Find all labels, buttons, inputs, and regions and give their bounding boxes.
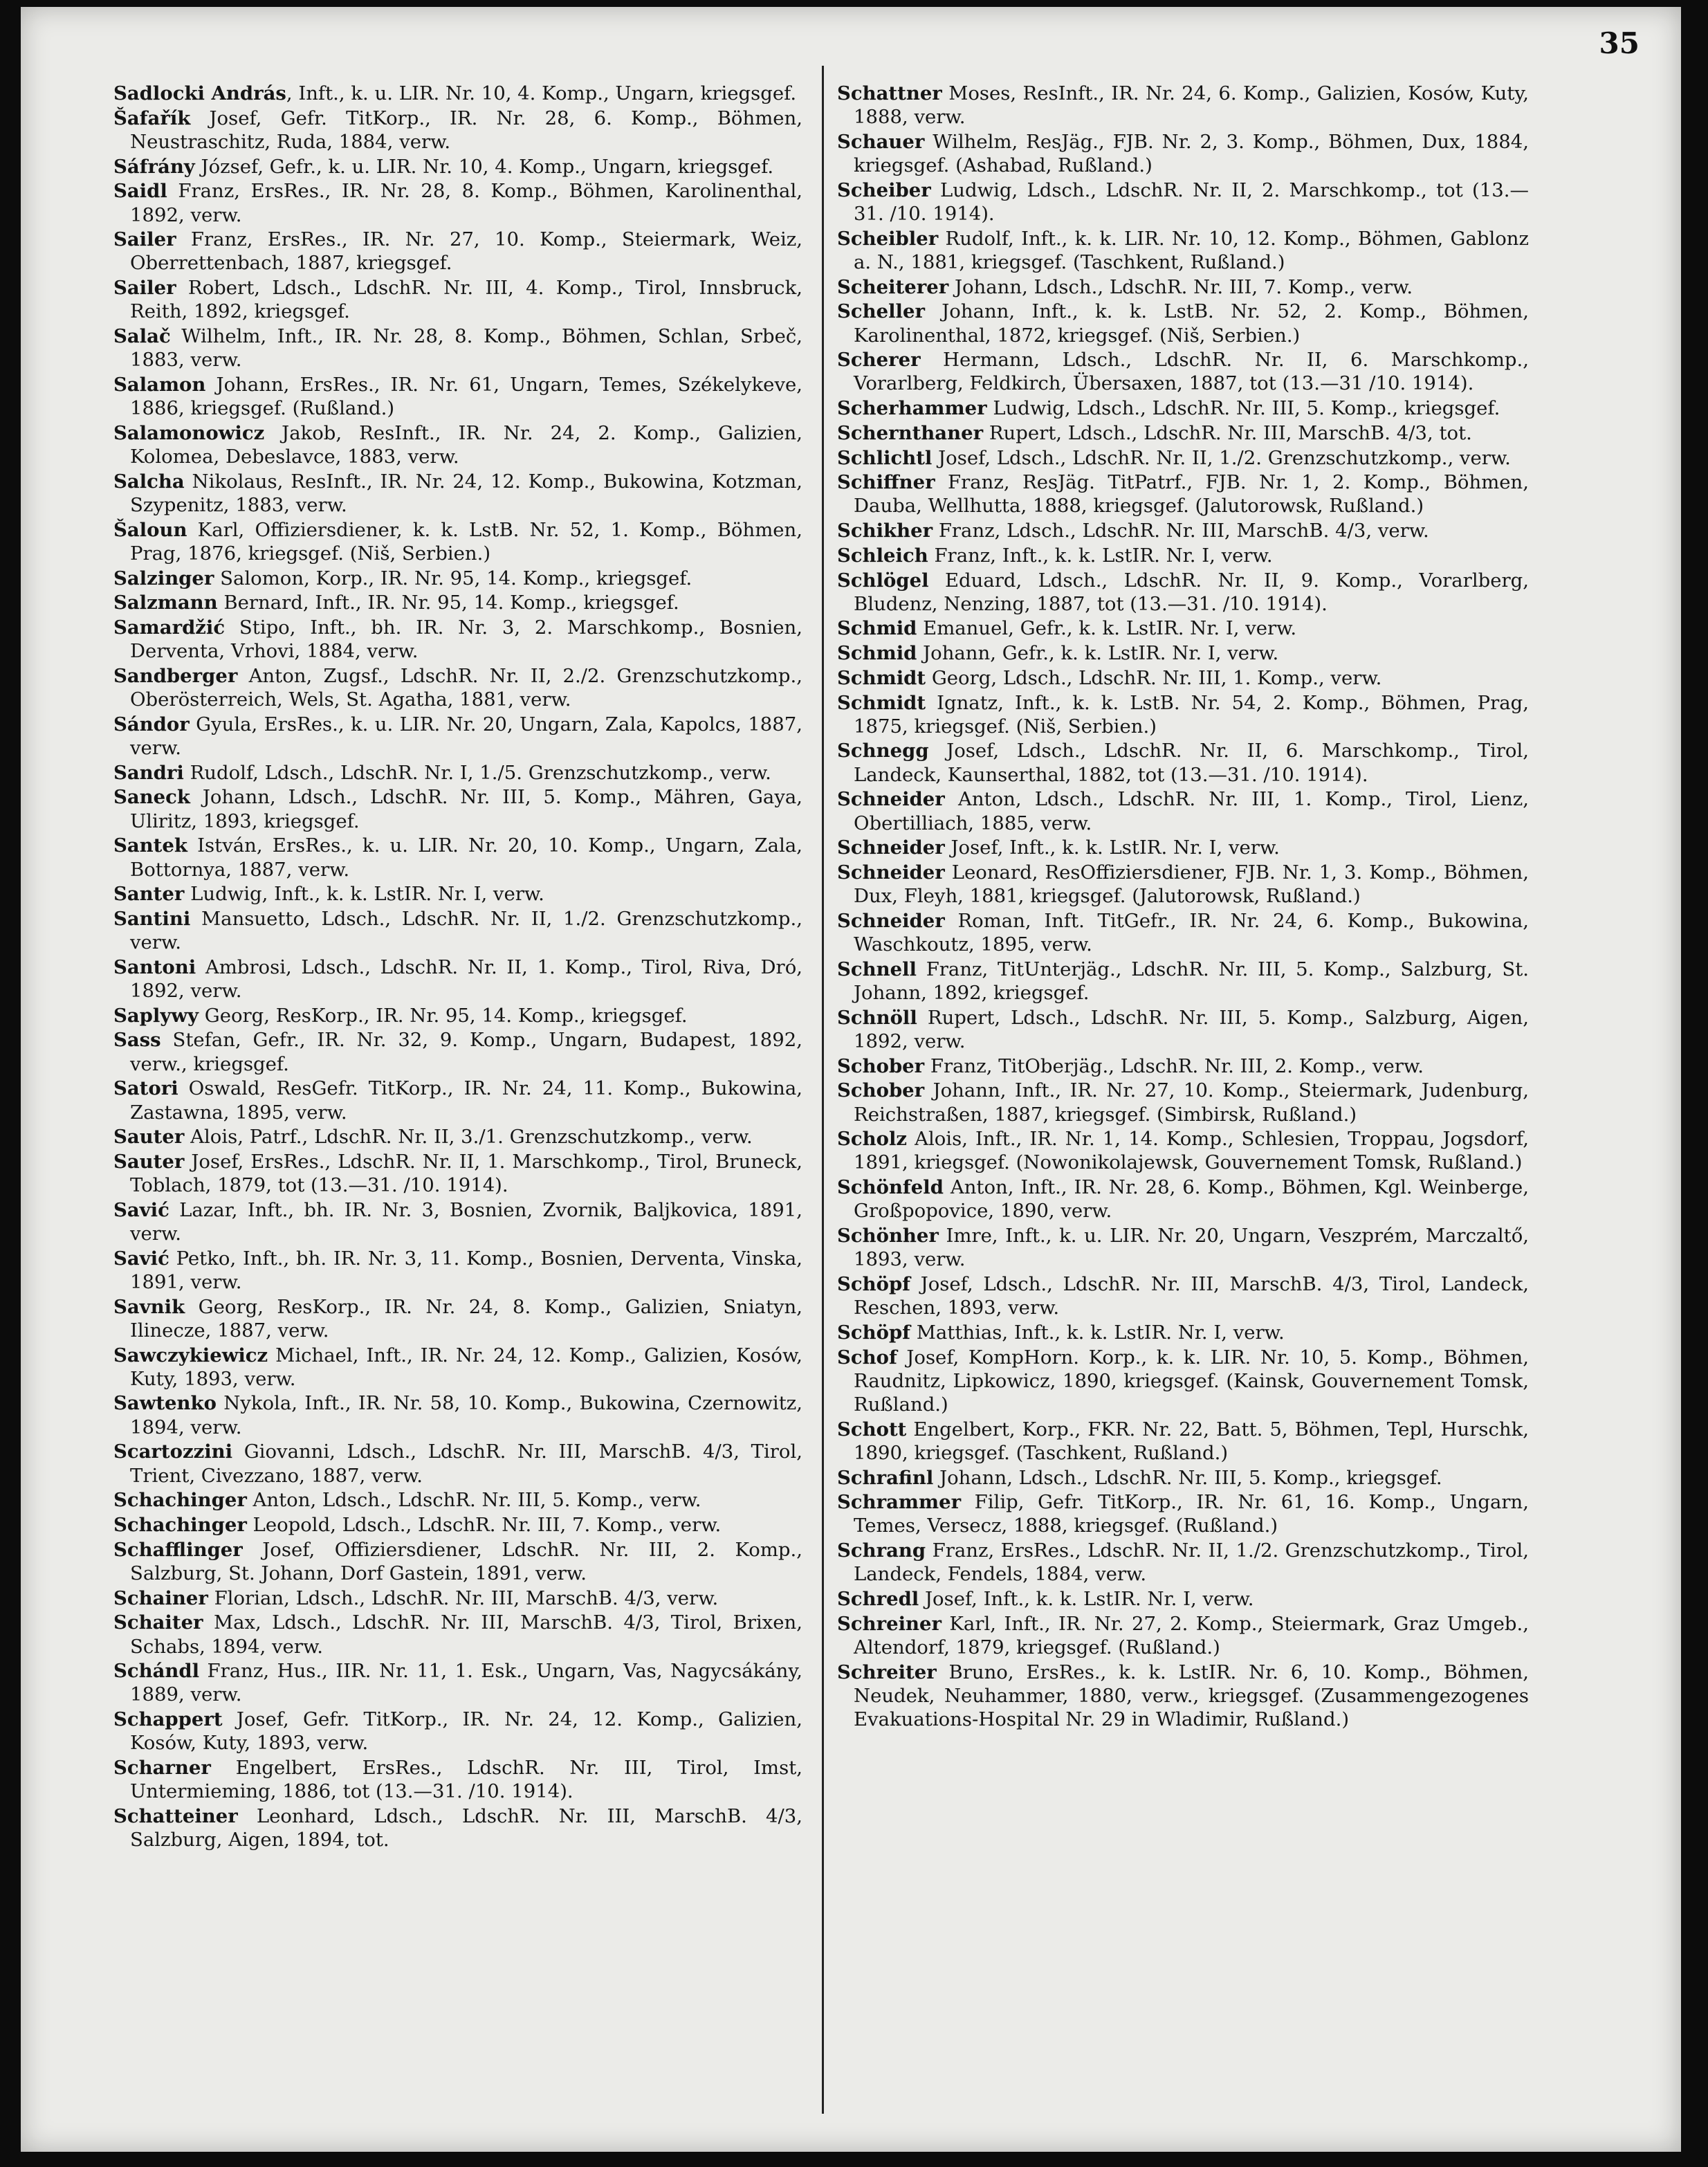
list-entry <box>113 591 802 614</box>
entry-surname: Schredl <box>837 1588 919 1611</box>
entry-surname: Scheller <box>837 300 925 323</box>
list-entry <box>113 518 802 565</box>
entry-surname: Salač <box>113 325 171 348</box>
list-entry <box>837 348 1529 395</box>
entry-details: Filip, Gefr. TitKorp., IR. Nr. 61, 16. Komp., Ungarn, Temes, Versecz, 1888, kriegsgef. (Rußland.) <box>854 1491 1529 1537</box>
list-entry <box>837 396 1529 420</box>
entry-surname: Sadlocki András <box>113 82 286 104</box>
list-entry <box>837 616 1529 640</box>
entry-details: Franz, ErsRes., LdschR. Nr. II, 1./2. Grenzschutzkomp., Tirol, Landeck, Fendels, 1884, verw. <box>854 1539 1529 1586</box>
entry-details: Franz, TitOberjäg., LdschR. Nr. III, 2. Komp., verw. <box>924 1054 1424 1077</box>
entry-details: Wilhelm, Inft., IR. Nr. 28, 8. Komp., Böhmen, Schlan, Srbeč, 1883, verw. <box>130 325 802 372</box>
entry-surname: Schlögel <box>837 569 929 592</box>
entry-details: Josef, Inft., k. k. LstIR. Nr. I, verw. <box>944 836 1280 859</box>
entry-surname: Schrafinl <box>837 1466 934 1489</box>
entry-surname: Schikher <box>837 520 933 542</box>
list-entry <box>837 544 1529 567</box>
list-entry <box>113 907 802 954</box>
entry-surname: Schönfeld <box>837 1176 944 1199</box>
entry-details: Georg, Ldsch., LdschR. Nr. III, 1. Komp., verw. <box>926 666 1382 689</box>
list-entry <box>837 227 1529 274</box>
entry-details: Anton, Ldsch., LdschR. Nr. III, 1. Komp., Tirol, Lienz, Obertilliach, 1885, verw. <box>854 788 1529 834</box>
entry-details: Hermann, Ldsch., LdschR. Nr. II, 6. Marschkomp., Vorarlberg, Feldkirch, Übersaxen, 1887, tot (13.—31 /10. 1914). <box>854 349 1529 395</box>
entry-surname: Salcha <box>113 470 185 493</box>
entry-surname: Schachinger <box>113 1513 247 1536</box>
list-entry <box>113 834 802 881</box>
entry-details: Ludwig, Ldsch., LdschR. Nr. III, 5. Komp., kriegsgef. <box>986 397 1500 420</box>
list-entry <box>113 1344 802 1391</box>
list-entry <box>837 1346 1529 1417</box>
entry-surname: Scherer <box>837 349 921 372</box>
entry-surname: Schrang <box>837 1539 926 1562</box>
list-entry <box>837 1224 1529 1271</box>
entry-details: Imre, Inft., k. u. LIR. Nr. 20, Ungarn, Veszprém, Marczaltő, 1893, verw. <box>854 1225 1529 1271</box>
entry-surname: Sailer <box>113 228 176 251</box>
list-entry <box>837 1272 1529 1319</box>
entry-details: Franz, ErsRes., IR. Nr. 27, 10. Komp., Steiermark, Weiz, Oberrettenbach, 1887, kriegsgef. <box>130 228 802 275</box>
list-entry <box>113 882 802 906</box>
list-entry <box>837 446 1529 470</box>
entry-details: Matthias, Inft., k. k. LstIR. Nr. I, verw. <box>910 1321 1285 1344</box>
right-column <box>837 82 1529 1732</box>
entry-surname: Scartozzini <box>113 1441 233 1463</box>
entry-details: Anton, Zugsf., LdschR. Nr. II, 2./2. Grenzschutzkomp., Oberösterreich, Wels, St. Agatha, 1881, verw. <box>130 664 802 711</box>
list-entry <box>113 421 802 468</box>
entry-surname: Sailer <box>113 277 176 300</box>
list-entry <box>113 373 802 420</box>
list-entry <box>113 1077 802 1124</box>
list-entry <box>837 1054 1529 1078</box>
list-entry <box>113 1513 802 1537</box>
entry-surname: Schönher <box>837 1225 939 1247</box>
entry-details: Josef, Ldsch., LdschR. Nr. III, MarschB. 4/3, Tirol, Landeck, Reschen, 1893, verw. <box>854 1272 1529 1319</box>
entry-details: Nykola, Inft., IR. Nr. 58, 10. Komp., Bukowina, Czernowitz, 1894, verw. <box>130 1392 802 1438</box>
list-entry <box>113 82 802 105</box>
entry-details: Rupert, Ldsch., LdschR. Nr. III, MarschB. 4/3, tot. <box>983 421 1472 444</box>
list-entry <box>113 155 802 179</box>
list-entry <box>837 1176 1529 1223</box>
entry-details: Eduard, Ldsch., LdschR. Nr. II, 9. Komp., Vorarlberg, Bludenz, Nenzing, 1887, tot (13.—31. /10. 1914). <box>854 569 1529 615</box>
entry-surname: Schernthaner <box>837 421 984 444</box>
entry-surname: Saneck <box>113 786 190 809</box>
list-entry <box>837 569 1529 616</box>
entry-details: Ludwig, Ldsch., LdschR. Nr. II, 2. Marschkomp., tot (13.—31. /10. 1914). <box>854 179 1529 226</box>
list-entry <box>837 836 1529 859</box>
list-entry <box>113 1440 802 1487</box>
entry-details: Johann, Ldsch., LdschR. Nr. III, 5. Komp., kriegsgef. <box>933 1466 1442 1489</box>
list-entry <box>113 1804 802 1851</box>
entry-details: Nikolaus, ResInft., IR. Nr. 24, 12. Komp., Bukowina, Kotzman, Szypenitz, 1883, verw. <box>130 470 802 516</box>
entry-details: Josef, ErsRes., LdschR. Nr. II, 1. Marschkomp., Tirol, Bruneck, Toblach, 1879, tot (13.—31. /10. 1914). <box>130 1150 802 1197</box>
entry-details: Rudolf, Inft., k. k. LIR. Nr. 10, 12. Komp., Böhmen, Gablonz a. N., 1881, kriegsgef. (Taschkent, Rußland.) <box>854 227 1529 273</box>
list-entry <box>113 664 802 711</box>
entry-surname: Schattner <box>837 82 942 104</box>
list-entry <box>113 324 802 372</box>
entry-details: Johann, Ldsch., LdschR. Nr. III, 7. Komp., verw. <box>948 275 1413 298</box>
entry-surname: Schmid <box>837 617 917 640</box>
entry-surname: Schof <box>837 1346 897 1369</box>
left-column <box>113 82 802 1853</box>
list-entry <box>837 691 1529 738</box>
list-entry <box>113 1611 802 1658</box>
entry-surname: Sawczykiewicz <box>113 1344 268 1366</box>
entry-surname: Schreiter <box>837 1661 937 1683</box>
list-entry <box>113 713 802 760</box>
entry-surname: Salzmann <box>113 592 218 614</box>
entry-surname: Savić <box>113 1198 169 1221</box>
list-entry <box>837 909 1529 956</box>
entry-surname: Scharner <box>113 1757 211 1780</box>
entry-surname: Saidl <box>113 180 167 203</box>
document-page <box>21 7 1681 2152</box>
entry-details: Josef, Gefr. TitKorp., IR. Nr. 24, 12. Komp., Galizien, Kosów, Kuty, 1893, verw. <box>130 1708 802 1755</box>
entry-surname: Salzinger <box>113 567 214 589</box>
entry-details: Stefan, Gefr., IR. Nr. 32, 9. Komp., Ungarn, Budapest, 1892, verw., kriegsgef. <box>130 1029 802 1075</box>
list-entry <box>113 1708 802 1755</box>
list-entry <box>113 761 802 785</box>
list-entry <box>113 228 802 275</box>
entry-details: Rupert, Ldsch., LdschR. Nr. III, 5. Komp., Salzburg, Aigen, 1892, verw. <box>854 1006 1529 1052</box>
list-entry <box>837 641 1529 665</box>
entry-details: Petko, Inft., bh. IR. Nr. 3, 11. Komp., Bosnien, Derventa, Vinska, 1891, verw. <box>130 1247 802 1293</box>
entry-details: Franz, Ldsch., LdschR. Nr. III, MarschB. 4/3, verw. <box>933 520 1429 542</box>
entry-surname: Sandberger <box>113 664 238 687</box>
entry-surname: Satori <box>113 1077 178 1100</box>
list-entry <box>837 1127 1529 1174</box>
entry-details: Wilhelm, ResJäg., FJB. Nr. 2, 3. Komp., Böhmen, Dux, 1884, kriegsgef. (Ashabad, Rußland.) <box>854 130 1529 177</box>
entry-details: Max, Ldsch., LdschR. Nr. III, MarschB. 4/3, Tirol, Brixen, Schabs, 1894, verw. <box>130 1611 802 1658</box>
entry-surname: Schmidt <box>837 666 926 689</box>
entry-surname: Schaiter <box>113 1611 203 1634</box>
list-entry <box>113 616 802 663</box>
entry-surname: Scherhammer <box>837 397 987 420</box>
entry-details: Oswald, ResGefr. TitKorp., IR. Nr. 24, 11. Komp., Bukowina, Zastawna, 1895, verw. <box>130 1077 802 1124</box>
list-entry <box>113 179 802 226</box>
entry-details: Josef, Gefr. TitKorp., IR. Nr. 28, 6. Komp., Böhmen, Neustraschitz, Ruda, 1884, verw. <box>130 107 802 153</box>
entry-details: Salomon, Korp., IR. Nr. 95, 14. Komp., kriegsgef. <box>214 567 692 589</box>
entry-surname: Schrammer <box>837 1491 962 1514</box>
entry-surname: Schauer <box>837 130 925 153</box>
entry-surname: Scheiterer <box>837 275 949 298</box>
entry-surname: Sass <box>113 1029 161 1052</box>
list-entry <box>113 1587 802 1610</box>
entry-surname: Schreiner <box>837 1612 942 1635</box>
list-entry <box>113 1391 802 1438</box>
list-entry <box>113 1756 802 1803</box>
entry-surname: Salamonowicz <box>113 421 265 444</box>
list-entry <box>837 421 1529 445</box>
list-entry <box>113 785 802 832</box>
entry-details: Josef, Ldsch., LdschR. Nr. II, 1./2. Grenzschutzkomp., verw. <box>932 446 1511 469</box>
entry-details: Engelbert, Korp., FKR. Nr. 22, Batt. 5, Böhmen, Tepl, Hurschk, 1890, kriegsgef. (Taschkent, Rußland.) <box>854 1418 1529 1464</box>
entry-details: Franz, Hus., IIR. Nr. 11, 1. Esk., Ungarn, Vas, Nagycsákány, 1889, verw. <box>130 1660 802 1706</box>
list-entry <box>113 1198 802 1245</box>
entry-surname: Schneider <box>837 861 945 884</box>
entry-details: Josef, Inft., k. k. LstIR. Nr. I, verw. <box>919 1588 1254 1611</box>
list-entry <box>113 1295 802 1342</box>
entry-surname: Schober <box>837 1054 925 1077</box>
list-entry <box>837 1612 1529 1659</box>
entry-surname: Schafflinger <box>113 1538 243 1561</box>
entry-details: Mansuetto, Ldsch., LdschR. Nr. II, 1./2. Grenzschutzkomp., verw. <box>130 907 802 954</box>
list-entry <box>837 958 1529 1005</box>
entry-details: Giovanni, Ldsch., LdschR. Nr. III, MarschB. 4/3, Tirol, Trient, Civezzano, 1887, verw. <box>130 1441 802 1487</box>
entry-details: Roman, Inft. TitGefr., IR. Nr. 24, 6. Komp., Bukowina, Waschkoutz, 1895, verw. <box>854 909 1529 956</box>
entry-surname: Sándor <box>113 713 190 735</box>
list-entry <box>837 470 1529 518</box>
entry-details: Johann, Ldsch., LdschR. Nr. III, 5. Komp., Mähren, Gaya, Uliritz, 1893, kriegsgef. <box>130 786 802 832</box>
entry-details: Alois, Patrf., LdschR. Nr. II, 3./1. Grenzschutzkomp., verw. <box>184 1126 753 1149</box>
entry-details: Johann, Gefr., k. k. LstIR. Nr. I, verw. <box>917 642 1279 665</box>
entry-surname: Scholz <box>837 1128 908 1151</box>
entry-details: Rudolf, Ldsch., LdschR. Nr. I, 1./5. Grenzschutzkomp., verw. <box>183 761 771 784</box>
entry-surname: Santini <box>113 907 191 930</box>
list-entry <box>113 1004 802 1027</box>
entry-details: Georg, ResKorp., IR. Nr. 24, 8. Komp., Galizien, Sniatyn, Ilinecze, 1887, verw. <box>130 1295 802 1342</box>
entry-surname: Scheibler <box>837 227 939 250</box>
list-entry <box>837 666 1529 690</box>
entry-surname: Schainer <box>113 1587 208 1609</box>
entry-details: Michael, Inft., IR. Nr. 24, 12. Komp., Galizien, Kosów, Kuty, 1893, verw. <box>130 1344 802 1390</box>
entry-surname: Schlichtl <box>837 446 933 469</box>
entry-details: Anton, Inft., IR. Nr. 28, 6. Komp., Böhmen, Kgl. Weinberge, Großpopovice, 1890, verw. <box>854 1176 1529 1223</box>
entry-surname: Scheiber <box>837 179 931 201</box>
entry-details: Anton, Ldsch., LdschR. Nr. III, 5. Komp., verw. <box>246 1489 701 1512</box>
list-entry <box>837 1418 1529 1465</box>
list-entry <box>837 861 1529 908</box>
entry-details: Karl, Offiziersdiener, k. k. LstB. Nr. 52, 1. Komp., Böhmen, Prag, 1876, kriegsgef. (Niš, Serbien.) <box>130 518 802 565</box>
entry-surname: Saplywy <box>113 1004 199 1027</box>
entry-details: Franz, ErsRes., IR. Nr. 28, 8. Komp., Böhmen, Karolinenthal, 1892, verw. <box>130 180 802 226</box>
list-entry <box>837 1661 1529 1732</box>
entry-details: Alois, Inft., IR. Nr. 1, 14. Komp., Schlesien, Troppau, Jogsdorf, 1891, kriegsgef. (Nowonikolajewsk, Gouvernement Tomsk, Rußland.) <box>854 1128 1529 1174</box>
entry-details: Stipo, Inft., bh. IR. Nr. 3, 2. Marschkomp., Bosnien, Derventa, Vrhovi, 1884, verw. <box>130 616 802 663</box>
entry-surname: Schmid <box>837 642 917 665</box>
entry-surname: Schiffner <box>837 471 935 494</box>
entry-details: Moses, ResInft., IR. Nr. 24, 6. Komp., Galizien, Kosów, Kuty, 1888, verw. <box>854 82 1529 129</box>
list-entry <box>113 1538 802 1585</box>
list-entry <box>113 1125 802 1149</box>
entry-details: Franz, Inft., k. k. LstIR. Nr. I, verw. <box>928 544 1273 567</box>
entry-surname: Schnöll <box>837 1006 917 1029</box>
list-entry <box>837 82 1529 129</box>
entry-details: Emanuel, Gefr., k. k. LstIR. Nr. I, verw. <box>917 617 1297 640</box>
entry-details: Lazar, Inft., bh. IR. Nr. 3, Bosnien, Zvornik, Baljkovica, 1891, verw. <box>130 1198 802 1245</box>
entry-details: Johann, Inft., k. k. LstB. Nr. 52, 2. Komp., Böhmen, Karolinenthal, 1872, kriegsgef. (Niš, Serbien.) <box>854 300 1529 347</box>
list-entry <box>113 1659 802 1706</box>
list-entry <box>113 1150 802 1197</box>
entry-details: István, ErsRes., k. u. LIR. Nr. 20, 10. Komp., Ungarn, Zala, Bottornya, 1887, verw. <box>130 834 802 881</box>
entry-surname: Salamon <box>113 373 206 396</box>
list-entry <box>113 1488 802 1512</box>
entry-details: Leopold, Ldsch., LdschR. Nr. III, 7. Komp., verw. <box>246 1513 722 1536</box>
entry-details: Josef, KompHorn. Korp., k. k. LIR. Nr. 10, 5. Komp., Böhmen, Raudnitz, Lipkowicz, 1890, kriegsgef. (Kainsk, Gouvernement Tomsk, Rußland.) <box>854 1346 1529 1416</box>
entry-surname: Sandri <box>113 761 184 784</box>
entry-surname: Schneider <box>837 836 945 859</box>
entry-details: Bernard, Inft., IR. Nr. 95, 14. Komp., kriegsgef. <box>217 592 679 614</box>
entry-surname: Schatteiner <box>113 1804 238 1827</box>
list-entry <box>837 179 1529 226</box>
list-entry <box>837 300 1529 347</box>
entry-details: Bruno, ErsRes., k. k. LstIR. Nr. 6, 10. Komp., Böhmen, Neudek, Neuhammer, 1880, verw., kriegsgef. (Zusammengezogenes Evakuations-Hospital Nr. 29 in Wladimir, Rußland.) <box>854 1661 1529 1731</box>
entry-details: Franz, TitUnterjäg., LdschR. Nr. III, 5. Komp., Salzburg, St. Johann, 1892, kriegsgef. <box>854 958 1529 1005</box>
entry-details: Leonhard, Ldsch., LdschR. Nr. III, MarschB. 4/3, Salzburg, Aigen, 1894, tot. <box>130 1804 802 1851</box>
entry-surname: Šaloun <box>113 518 187 541</box>
list-entry <box>837 519 1529 542</box>
list-entry <box>837 1079 1529 1126</box>
list-entry <box>837 739 1529 786</box>
entry-details: Johann, Inft., IR. Nr. 27, 10. Komp., Steiermark, Judenburg, Reichstraßen, 1887, kriegsgef. (Simbirsk, Rußland.) <box>854 1079 1529 1126</box>
entry-details: Engelbert, ErsRes., LdschR. Nr. III, Tirol, Imst, Untermieming, 1886, tot (13.—31. /10. 1914). <box>130 1757 802 1803</box>
entry-surname: Schappert <box>113 1708 223 1731</box>
page-number: 35 <box>1599 26 1640 60</box>
entry-surname: Sauter <box>113 1150 185 1173</box>
entry-details: Ludwig, Inft., k. k. LstIR. Nr. I, verw. <box>184 883 544 906</box>
entry-details: Josef, Ldsch., LdschR. Nr. II, 6. Marschkomp., Tirol, Landeck, Kaunserthal, 1882, tot (13.—31. /10. 1914). <box>854 740 1529 786</box>
list-entry <box>113 470 802 517</box>
entry-details: Ambrosi, Ldsch., LdschR. Nr. II, 1. Komp., Tirol, Riva, Dró, 1892, verw. <box>130 956 802 1003</box>
list-entry <box>837 1539 1529 1586</box>
list-entry <box>837 787 1529 834</box>
entry-details: Johann, ErsRes., IR. Nr. 61, Ungarn, Temes, Székelykeve, 1886, kriegsgef. (Rußland.) <box>130 373 802 420</box>
entry-details: Karl, Inft., IR. Nr. 27, 2. Komp., Steiermark, Graz Umgeb., Altendorf, 1879, kriegsgef. (Rußland.) <box>854 1612 1529 1658</box>
entry-surname: Santoni <box>113 956 196 978</box>
list-entry <box>837 1321 1529 1344</box>
entry-surname: Schneider <box>837 909 945 932</box>
entry-surname: Schöpf <box>837 1321 910 1344</box>
entry-surname: Santek <box>113 834 187 857</box>
entry-details: Georg, ResKorp., IR. Nr. 95, 14. Komp., kriegsgef. <box>199 1004 688 1027</box>
entry-surname: Schmidt <box>837 691 926 714</box>
list-entry <box>837 1466 1529 1490</box>
entry-surname: Sauter <box>113 1126 185 1149</box>
entry-surname: Schober <box>837 1079 925 1102</box>
entry-surname: Schleich <box>837 544 928 567</box>
entry-details: , Inft., k. u. LIR. Nr. 10, 4. Komp., Ungarn, kriegsgef. <box>286 82 797 104</box>
list-entry <box>837 1006 1529 1053</box>
entry-surname: Santer <box>113 883 185 906</box>
list-entry <box>837 275 1529 299</box>
entry-surname: Schnegg <box>837 740 929 762</box>
list-entry <box>837 130 1529 177</box>
column-divider <box>822 66 824 2114</box>
entry-details: Josef, Offiziersdiener, LdschR. Nr. III, 2. Komp., Salzburg, St. Johann, Dorf Gastein, 1891, verw. <box>130 1538 802 1584</box>
entry-details: Ignatz, Inft., k. k. LstB. Nr. 54, 2. Komp., Böhmen, Prag, 1875, kriegsgef. (Niš, Serbien.) <box>854 691 1529 738</box>
entry-surname: Schándl <box>113 1660 200 1683</box>
list-entry <box>113 1028 802 1075</box>
entry-details: Gyula, ErsRes., k. u. LIR. Nr. 20, Ungarn, Zala, Kapolcs, 1887, verw. <box>130 713 802 759</box>
list-entry <box>113 107 802 154</box>
list-entry <box>837 1587 1529 1611</box>
list-entry <box>837 1490 1529 1537</box>
entry-surname: Schöpf <box>837 1272 910 1295</box>
entry-surname: Savnik <box>113 1295 185 1318</box>
entry-surname: Samardžić <box>113 616 226 639</box>
list-entry <box>113 956 802 1003</box>
entry-surname: Šafařík <box>113 107 191 129</box>
entry-details: Jakob, ResInft., IR. Nr. 24, 2. Komp., Galizien, Kolomea, Debeslavce, 1883, verw. <box>130 421 802 468</box>
entry-details: Florian, Ldsch., LdschR. Nr. III, MarschB. 4/3, verw. <box>208 1587 719 1609</box>
entry-details: József, Gefr., k. u. LIR. Nr. 10, 4. Komp., Ungarn, kriegsgef. <box>194 155 774 178</box>
entry-surname: Sáfrány <box>113 155 195 178</box>
list-entry <box>113 276 802 323</box>
list-entry <box>113 567 802 590</box>
entry-surname: Schott <box>837 1418 907 1441</box>
entry-surname: Savić <box>113 1247 169 1270</box>
list-entry <box>113 1247 802 1294</box>
entry-surname: Schneider <box>837 788 945 811</box>
entry-details: Leonard, ResOffiziersdiener, FJB. Nr. 1, 3. Komp., Böhmen, Dux, Fleyh, 1881, kriegsgef. (Jalutorowsk, Rußland.) <box>854 861 1529 908</box>
entry-details: Franz, ResJäg. TitPatrf., FJB. Nr. 1, 2. Komp., Böhmen, Dauba, Wellhutta, 1888, kriegsgef. (Jalutorowsk, Rußland.) <box>854 471 1529 518</box>
entry-surname: Schnell <box>837 958 917 980</box>
entry-surname: Sawtenko <box>113 1392 217 1415</box>
entry-surname: Schachinger <box>113 1489 247 1512</box>
entry-details: Robert, Ldsch., LdschR. Nr. III, 4. Komp., Tirol, Innsbruck, Reith, 1892, kriegsgef. <box>130 277 802 323</box>
